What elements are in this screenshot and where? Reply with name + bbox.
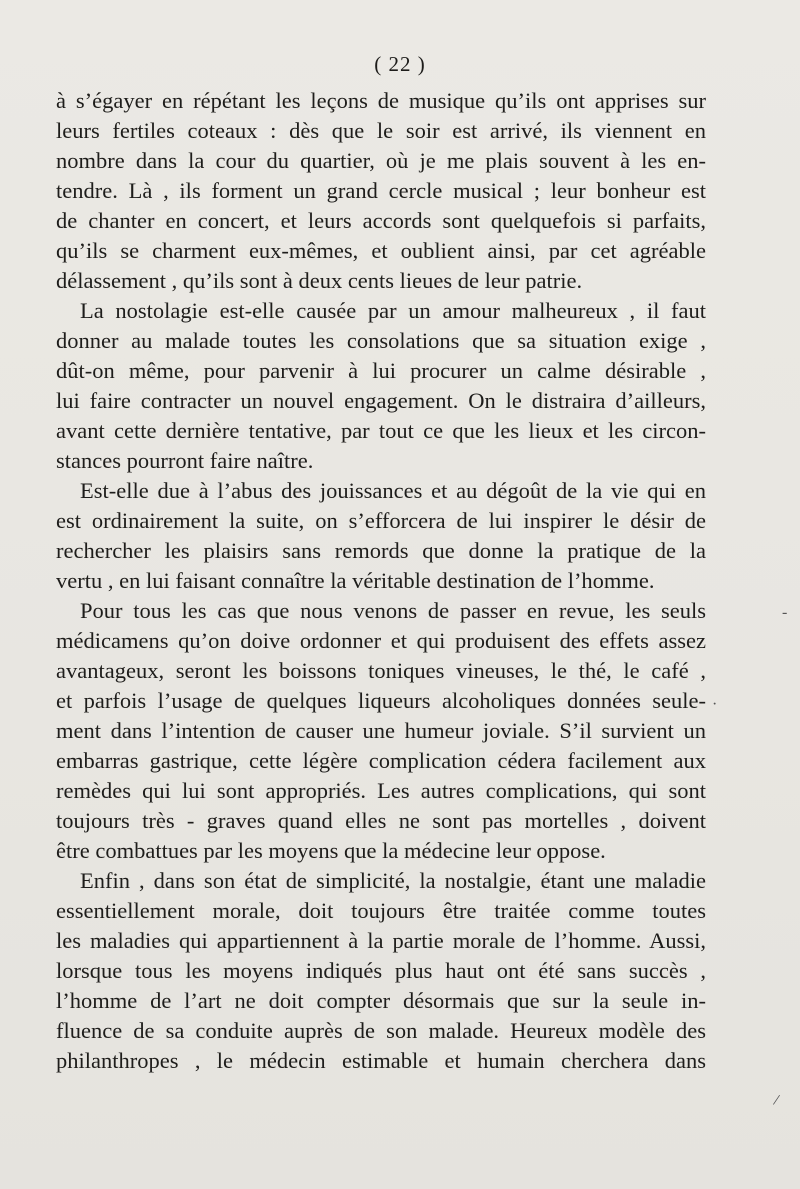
text-line: nombre dans la cour du quartier, où je me plais souvent à les en- (56, 148, 706, 173)
margin-speck: · (712, 696, 718, 713)
text-line: médicamens qu’on doive ordonner et qui produisent des effets assez (56, 628, 706, 653)
text-line: donner au malade toutes les consolations que sa situation exige , (56, 328, 706, 353)
text-line: rechercher les plaisirs sans remords que donne la pratique de la (56, 538, 706, 563)
text-line: embarras gastrique, cette légère complication cédera facilement aux (56, 748, 706, 773)
text-line: à s’égayer en répétant les leçons de musique qu’ils ont apprises sur (56, 88, 706, 113)
text-line: avantageux, seront les boissons toniques vineuses, le thé, le café , (56, 658, 706, 683)
text-line: les maladies qui appartiennent à la partie morale de l’homme. Aussi, (56, 928, 706, 953)
text-line: toujours très - graves quand elles ne sont pas mortelles , doivent (56, 808, 706, 833)
text-line: est ordinairement la suite, on s’efforcera de lui inspirer le désir de (56, 508, 706, 533)
text-line: vertu , en lui faisant connaître la véritable destination de l’homme. (56, 568, 655, 593)
text-line: tendre. Là , ils forment un grand cercle musical ; leur bonheur est (56, 178, 706, 203)
text-line: avant cette dernière tentative, par tout ce que les lieux et les circon- (56, 418, 706, 443)
text-line: La nostolagie est-elle causée par un amour malheureux , il faut (80, 298, 706, 323)
text-line: leurs fertiles coteaux : dès que le soir est arrivé, ils viennent en (56, 118, 706, 143)
page-number: ( 22 ) (374, 52, 426, 76)
text-line: essentiellement morale, doit toujours être traitée comme toutes (56, 898, 706, 923)
text-line: remèdes qui lui sont appropriés. Les autres complications, qui sont (56, 778, 706, 803)
text-line: Pour tous les cas que nous venons de passer en revue, les seuls (80, 598, 706, 623)
text-line: qu’ils se charment eux-mêmes, et oublient ainsi, par cet agréable (56, 238, 706, 263)
text-line: philanthropes , le médecin estimable et humain cherchera dans (56, 1048, 706, 1073)
text-line: l’homme de l’art ne doit compter désormais que sur la seule in- (56, 988, 706, 1013)
text-line: ment dans l’intention de causer une humeur joviale. S’il survient un (56, 718, 706, 743)
text-line: être combattues par les moyens que la médecine leur oppose. (56, 838, 606, 863)
text-line: Enfin , dans son état de simplicité, la nostalgie, étant une maladie (80, 868, 706, 893)
text-line: de chanter en concert, et leurs accords sont quelquefois si parfaits, (56, 208, 706, 233)
margin-speck: - (782, 604, 788, 621)
text-line: lui faire contracter un nouvel engagement. On le distraira d’ailleurs, (56, 388, 706, 413)
text-line: et parfois l’usage de quelques liqueurs alcoholiques données seule- (56, 688, 706, 713)
text-line: dût-on même, pour parvenir à lui procurer un calme désirable , (56, 358, 706, 383)
text-line: fluence de sa conduite auprès de son malade. Heureux modèle des (56, 1018, 706, 1043)
text-line: Est-elle due à l’abus des jouissances et au dégoût de la vie qui en (80, 478, 706, 503)
text-line: délassement , qu’ils sont à deux cents lieues de leur patrie. (56, 268, 583, 293)
text-line: stances pourront faire naître. (56, 448, 314, 473)
text-line: lorsque tous les moyens indiqués plus haut ont été sans succès , (56, 958, 706, 983)
margin-speck: / (772, 1091, 781, 1110)
